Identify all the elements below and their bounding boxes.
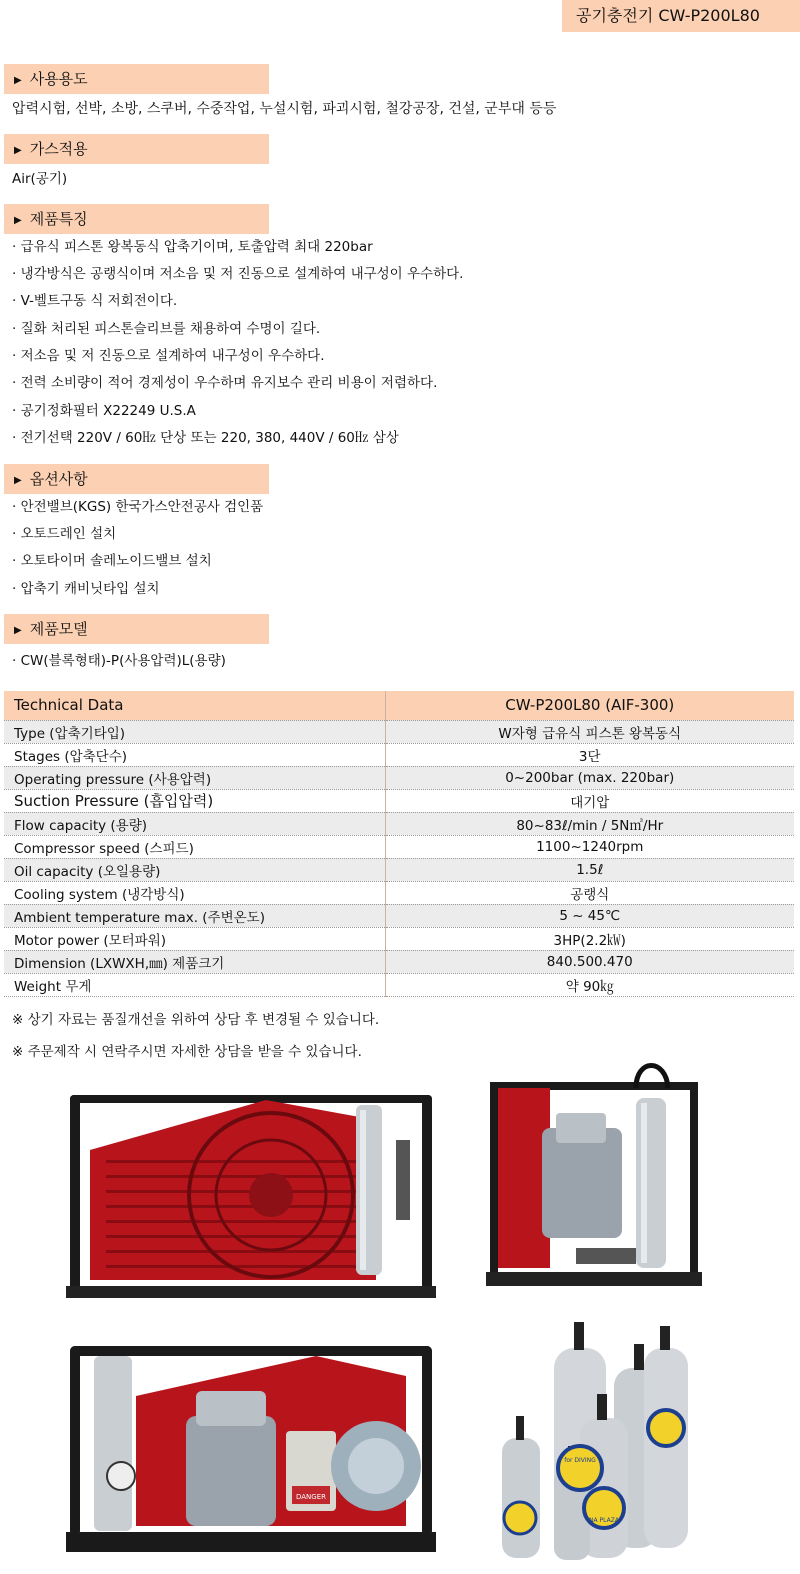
spec-label: Dimension (LXWXH,㎜) 제품크기	[4, 950, 385, 973]
section-heading-model	[4, 614, 269, 644]
feature-line: · 공기정화필터 X22249 U.S.A	[12, 403, 196, 419]
section-heading-gas	[4, 134, 269, 164]
diving-tanks-photo	[494, 1308, 694, 1564]
spec-label: Compressor speed (스피드)	[4, 835, 385, 858]
spec-header-row	[4, 691, 794, 720]
spec-label: Oil capacity (오일용량)	[4, 858, 385, 881]
spec-value: 공랭식	[385, 881, 794, 904]
table-row	[4, 973, 794, 996]
triangle-bullet-icon: ▶	[14, 215, 22, 226]
table-row	[4, 789, 794, 812]
section-heading-features	[4, 204, 269, 234]
compressor-side-photo	[486, 1058, 702, 1290]
spec-value: W자형 급유식 피스톤 왕복동식	[385, 720, 794, 743]
spec-value: 80~83ℓ/min / 5N㎥/Hr	[385, 812, 794, 835]
section-heading-usage	[4, 64, 269, 94]
section-heading-label: 제품특징	[29, 210, 88, 228]
spec-label: Flow capacity (용량)	[4, 812, 385, 835]
danger-label: DANGER	[295, 1493, 327, 1501]
spec-value: 약 90㎏	[385, 973, 794, 996]
feature-line: · 질화 처리된 피스톤슬리브를 채용하여 수명이 길다.	[12, 321, 321, 337]
spec-label: Weight 무게	[4, 973, 385, 996]
section-heading-label: 옵션사항	[29, 470, 88, 488]
option-line: · 오토드레인 설치	[12, 526, 117, 542]
feature-line: · V-벨트구동 식 저회전이다.	[12, 293, 178, 309]
spec-value: 대기압	[385, 789, 794, 812]
spec-label: Operating pressure (사용압력)	[4, 766, 385, 789]
table-row	[4, 904, 794, 927]
section-heading-options	[4, 464, 269, 494]
compressor-top-photo	[66, 1336, 436, 1554]
table-row	[4, 766, 794, 789]
gas-text: Air(공기)	[12, 171, 68, 187]
spec-header-left: Technical Data	[4, 691, 385, 720]
spec-label: Motor power (모터파워)	[4, 927, 385, 950]
note-line: ※ 주문제작 시 연락주시면 자세한 상담을 받을 수 있습니다.	[12, 1044, 362, 1060]
feature-line: · 냉각방식은 공랭식이며 저소음 및 저 진동으로 설계하여 내구성이 우수하다.	[12, 266, 464, 282]
spec-label: Type (압축기타입)	[4, 720, 385, 743]
spec-value: 1100~1240rpm	[385, 835, 794, 858]
note-line: ※ 상기 자료는 품질개선을 위하여 상담 후 변경될 수 있습니다.	[12, 1012, 380, 1028]
option-line: · 오토타이머 솔레노이드밸브 설치	[12, 553, 212, 569]
option-line: · 안전밸브(KGS) 한국가스안전공사 검인품	[12, 499, 264, 515]
spec-value: 3단	[385, 743, 794, 766]
spec-value: 0~200bar (max. 220bar)	[385, 766, 794, 789]
table-row	[4, 950, 794, 973]
triangle-bullet-icon: ▶	[14, 75, 22, 86]
triangle-bullet-icon: ▶	[14, 475, 22, 486]
table-row	[4, 812, 794, 835]
spec-value: 3HP(2.2㎾)	[385, 927, 794, 950]
spec-header-right: CW-P200L80 (AIF-300)	[385, 691, 794, 720]
feature-line: · 저소음 및 저 진동으로 설계하여 내구성이 우수하다.	[12, 348, 325, 364]
table-row	[4, 743, 794, 766]
tank-label: NA PLAZA	[589, 1517, 619, 1524]
triangle-bullet-icon: ▶	[14, 625, 22, 636]
spec-value: 840.500.470	[385, 950, 794, 973]
section-heading-label: 가스적용	[29, 140, 88, 158]
option-line: · 압축기 캐비닛타입 설치	[12, 581, 160, 597]
spec-value: 1.5ℓ	[385, 858, 794, 881]
model-line: · CW(블록형태)-P(사용압력)L(용량)	[12, 653, 226, 669]
feature-line: · 전기선택 220V / 60㎐ 단상 또는 220, 380, 440V / 60㎐ 삼상	[12, 430, 399, 446]
compressor-front-photo	[66, 1080, 436, 1300]
spec-label: Cooling system (냉각방식)	[4, 881, 385, 904]
page-title: 공기충전기 CW-P200L80	[562, 0, 800, 32]
table-row	[4, 858, 794, 881]
table-row	[4, 835, 794, 858]
table-row	[4, 927, 794, 950]
usage-text: 압력시험, 선박, 소방, 스쿠버, 수중작업, 누설시험, 파괴시험, 철강공장, 건설, 군부대 등등	[12, 101, 557, 117]
spec-value: 5 ~ 45℃	[385, 904, 794, 927]
feature-line: · 급유식 피스톤 왕복동식 압축기이며, 토출압력 최대 220bar	[12, 239, 373, 255]
triangle-bullet-icon: ▶	[14, 145, 22, 156]
spec-label: Suction Pressure (흡입압력)	[4, 789, 385, 812]
table-row	[4, 720, 794, 743]
tank-label: for DIVING	[564, 1457, 596, 1464]
feature-line: · 전력 소비량이 적어 경제성이 우수하며 유지보수 관리 비용이 저렴하다.	[12, 375, 438, 391]
spec-label: Ambient temperature max. (주변온도)	[4, 904, 385, 927]
section-heading-label: 제품모델	[29, 620, 88, 638]
table-row	[4, 881, 794, 904]
spec-label: Stages (압축단수)	[4, 743, 385, 766]
spec-table	[4, 691, 794, 997]
section-heading-label: 사용용도	[29, 70, 88, 88]
